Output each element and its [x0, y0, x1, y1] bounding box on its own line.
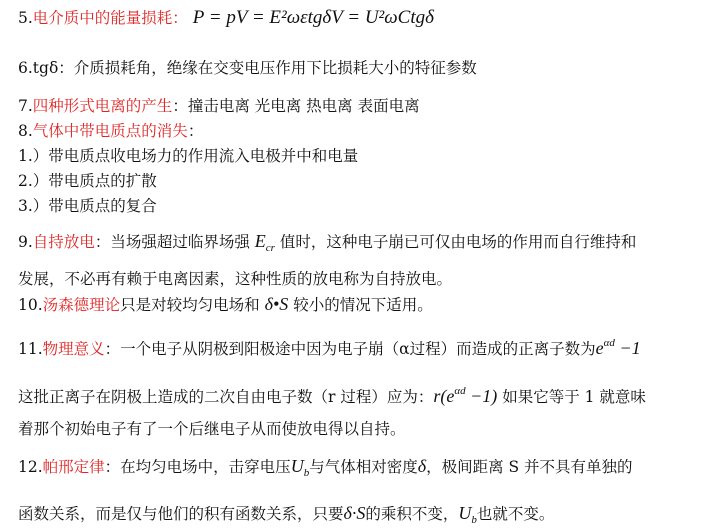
- item-title: 气体中带电质点的消失: [32, 122, 188, 140]
- sub-item-2: 2.）带电质点的扩散: [18, 172, 157, 190]
- item-colon: ：: [187, 122, 204, 140]
- item-12-continuation: [18, 503, 554, 530]
- relative-density-symbol: δ: [417, 456, 427, 476]
- item-text: ：撞击电离 光电离 热电离 表面电离: [172, 97, 420, 115]
- item-9-continuation: 发展，不必再有赖于电离因素，这种性质的放电称为自持放电。: [18, 270, 453, 288]
- delta-s-product-symbol: δ·S: [343, 503, 366, 523]
- item-9-self-sustained-discharge: [18, 231, 636, 258]
- item-11-physical-meaning: [18, 333, 641, 359]
- item-number: 6.: [18, 59, 33, 77]
- critical-field-symbol: $E_{cr}$: [254, 231, 275, 254]
- item-6-tg-delta: [18, 58, 477, 78]
- item-8-particle-disappearance: [18, 121, 203, 141]
- item-number: 11.: [18, 340, 43, 358]
- secondary-electron-expression: $r(e^{\alpha d} -1)$: [433, 385, 498, 406]
- item-text: 值时，这种电子崩已可仅由电场的作用而自行维持和: [279, 233, 637, 251]
- item-7-ionization: [18, 96, 420, 116]
- item-number: 5.: [18, 9, 33, 27]
- item-10-townsend-theory: [18, 294, 433, 315]
- tg-delta-term: tgδ: [32, 59, 59, 77]
- item-text: ：介质损耗角，绝缘在交变电压作用下比损耗大小的特征参数: [58, 59, 477, 77]
- item-text: 只是对较均匀电场和: [120, 296, 260, 314]
- breakdown-voltage-symbol: $U_b$: [458, 503, 477, 526]
- item-title: 电介质中的能量损耗：: [32, 9, 188, 27]
- item-text: 这批正离子在阴极上造成的二次自由电子数（r 过程）应为：: [18, 388, 434, 406]
- sub-item-1: 1.）带电质点收电场力的作用流入电极并中和电量: [18, 147, 359, 165]
- delta-s-symbol: δ•S: [264, 294, 289, 314]
- item-11-continuation: 着那个初始电子有了一个后继电子从而使放电得以自持。: [18, 420, 406, 438]
- item-text: ：在均匀电场中，击穿电压: [104, 458, 291, 476]
- item-number: 8.: [18, 122, 33, 140]
- item-5-energy-loss: [18, 8, 434, 28]
- item-text: 如果它等于 1 就意味: [502, 388, 646, 406]
- item-text: 也就不变。: [476, 505, 555, 523]
- item-text: 的乘积不变，: [365, 505, 459, 523]
- item-12-paschen-law: [18, 456, 633, 483]
- item-number: 7.: [18, 97, 33, 115]
- item-title: 物理意义: [42, 340, 105, 358]
- energy-loss-formula: P = pV = E²ωεtgδV = U²ωCtgδ: [192, 7, 434, 28]
- electron-avalanche-expression: $e^{\alpha d} -1$: [595, 337, 641, 358]
- sub-item-3: 3.）带电质点的复合: [18, 197, 157, 215]
- item-text: 与气体相对密度: [309, 458, 418, 476]
- item-title: 自持放电: [32, 233, 95, 251]
- item-number: 12.: [18, 458, 43, 476]
- breakdown-voltage-symbol: $U_b$: [290, 456, 310, 479]
- item-text: 函数关系，而是仅与他们的积有函数关系，只要: [18, 505, 344, 523]
- item-title: 四种形式电离的产生: [32, 97, 173, 115]
- item-text: 较小的情况下适用。: [293, 296, 433, 314]
- item-11-secondary-electrons: [18, 381, 646, 407]
- item-text: ：一个电子从阴极到阳极途中因为电子崩（α过程）而造成的正离子数为: [104, 340, 596, 358]
- item-title: 汤森德理论: [42, 296, 121, 314]
- item-number: 9.: [18, 233, 33, 251]
- item-text: ：当场强超过临界场强: [94, 233, 250, 251]
- item-text: ，极间距离 S 并不具有单独的: [426, 458, 633, 476]
- item-number: 10.: [18, 296, 43, 314]
- item-title: 帕邢定律: [42, 458, 105, 476]
